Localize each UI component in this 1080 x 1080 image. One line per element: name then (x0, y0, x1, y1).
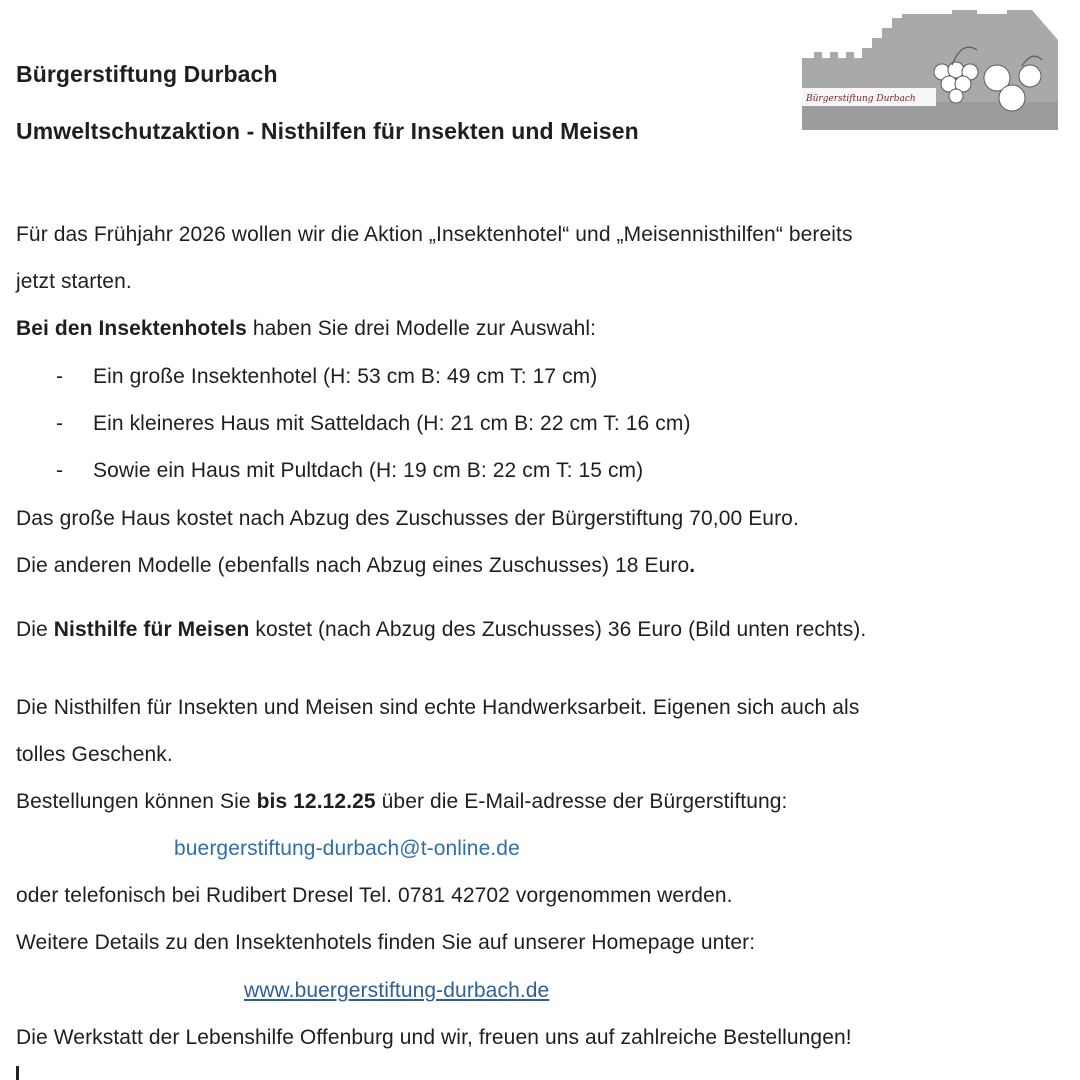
list-item: Ein kleineres Haus mit Satteldach (H: 21 cm B: 22 cm T: 16 cm) (93, 412, 691, 435)
craft-line-1: Die Nisthilfen für Insekten und Meisen sind echte Handwerksarbeit. Eigenen sich auch als (16, 696, 860, 719)
ordering-pre: Bestellungen können Sie (16, 790, 257, 813)
cut-off-text-fragment (16, 1066, 19, 1080)
models-intro-bold: Bei den Insektenhotels (16, 317, 247, 340)
website-line (244, 977, 549, 1005)
website-link[interactable]: www.buergerstiftung-durbach.de (244, 979, 550, 1002)
foundation-logo (802, 10, 1058, 132)
price-others (16, 552, 695, 580)
closing-line: Die Werkstatt der Lebenshilfe Offenburg und wir, freuen uns auf zahlreiche Bestellungen! (16, 1026, 852, 1049)
email-link[interactable]: buergerstiftung-durbach@t-online.de (174, 837, 520, 860)
org-name: Bürgerstiftung Durbach (16, 61, 278, 87)
bullet-marker: - (56, 412, 63, 435)
models-intro-rest: haben Sie drei Modelle zur Auswahl: (246, 317, 597, 340)
logo-text: Bürgerstiftung Durbach (806, 94, 916, 104)
price-meisen-rest: kostet (nach Abzug des Zuschusses) 36 Euro (Bild unten rechts). (249, 618, 867, 641)
price-others-end: . (689, 554, 696, 577)
bullet-marker: - (56, 459, 63, 482)
bullet-marker: - (56, 365, 63, 388)
price-others-text: Die anderen Modelle (ebenfalls nach Abzug eines Zuschusses) 18 Euro (16, 554, 690, 577)
intro-line-1: Für das Frühjahr 2026 wollen wir die Aktion „Insektenhotel“ und „Meisennisthilfen“ bereits (16, 223, 853, 246)
price-meisen (16, 616, 866, 644)
email-line (174, 835, 520, 863)
craft-line-2: tolles Geschenk. (16, 743, 173, 766)
ordering-post: über die E-Mail-adresse der Bürgerstiftung: (375, 790, 788, 813)
ordering-line (16, 788, 787, 816)
details-line: Weitere Details zu den Insektenhotels finden Sie auf unserer Homepage unter: (16, 931, 756, 954)
price-meisen-pre: Die (16, 618, 54, 641)
list-item: Sowie ein Haus mit Pultdach (H: 19 cm B: 22 cm T: 15 cm) (93, 459, 644, 482)
list-item: Ein große Insektenhotel (H: 53 cm B: 49 cm T: 17 cm) (93, 365, 598, 388)
order-deadline: bis 12.12.25 (256, 790, 376, 813)
page-title: Umweltschutzaktion - Nisthilfen für Insekten und Meisen (16, 118, 639, 144)
intro-line-2: jetzt starten. (16, 270, 132, 293)
phone-line: oder telefonisch bei Rudibert Dresel Tel. 0781 42702 vorgenommen werden. (16, 884, 733, 907)
price-large: Das große Haus kostet nach Abzug des Zuschusses der Bürgerstiftung 70,00 Euro. (16, 507, 799, 530)
price-meisen-bold: Nisthilfe für Meisen (53, 618, 250, 641)
models-intro (16, 315, 596, 343)
